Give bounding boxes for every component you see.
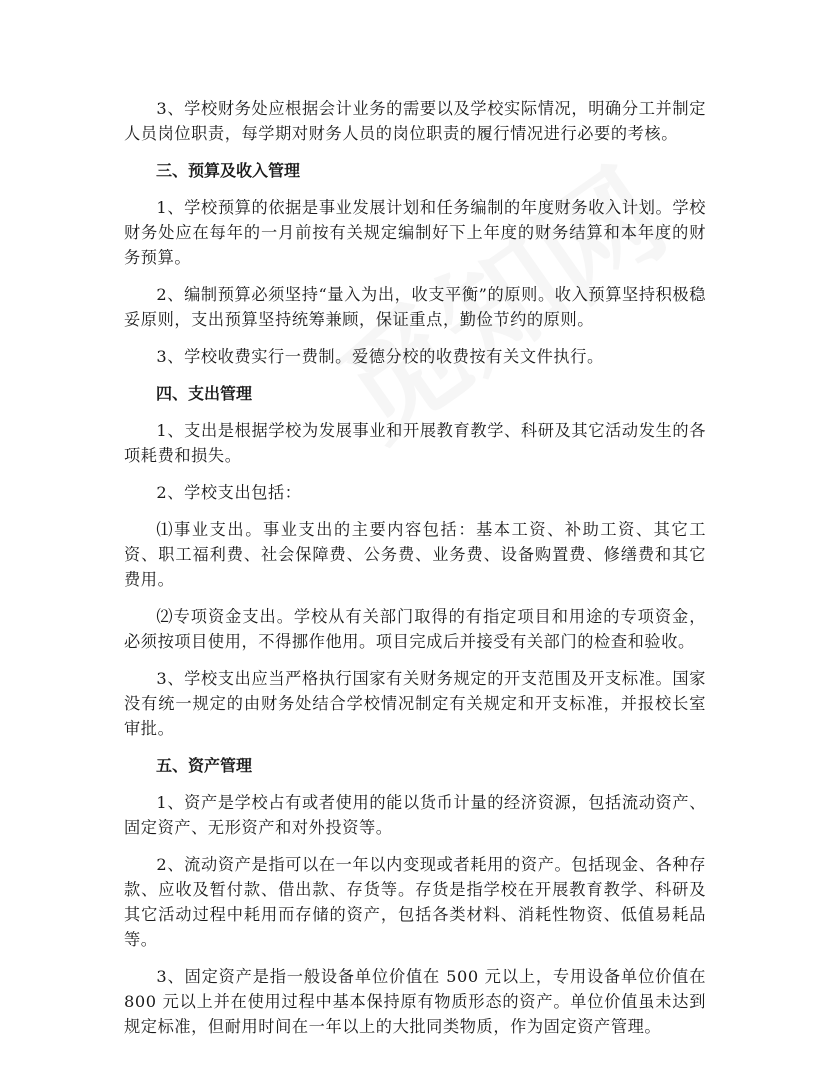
section-heading: 三、预算及收入管理 <box>156 161 301 180</box>
paragraph: ⑴事业支出。事业支出的主要内容包括：基本工资、补助工资、其它工资、职工福利费、社会保障费、公务费、业务费、设备购置费、修缮费和其它费用。 <box>124 520 706 589</box>
paragraph: 1、学校预算的依据是事业发展计划和任务编制的年度财务收入计划。学校财务处应在每年的一月前按有关规定编制好下上年度的财务结算和本年度的财务预算。 <box>124 198 706 267</box>
paragraph: 3、固定资产是指一般设备单位价值在 500 元以上，专用设备单位价值在 800 元以上并在使用过程中基本保持原有物质形态的资产。单位价值虽未达到规定标准，但耐用时间在一年以上的大批同类物质，作为固定资产管理。 <box>124 967 706 1036</box>
section-heading: 五、资产管理 <box>156 756 253 775</box>
paragraph: 3、学校财务处应根据会计业务的需要以及学校实际情况，明确分工并制定人员岗位职责，每学期对财务人员的岗位职责的履行情况进行必要的考核。 <box>124 99 706 143</box>
document-body <box>124 96 706 1051</box>
paragraph: 2、流动资产是指可以在一年以内变现或者耗用的资产。包括现金、各种存款、应收及暂付款、借出款、存货等。存货是指学校在开展教育教学、科研及其它活动过程中耗用而存储的资产，包括各类材料、消耗性物资、低值易耗品等。 <box>124 855 706 949</box>
paragraph: 1、资产是学校占有或者使用的能以货币计量的经济资源，包括流动资产、固定资产、无形资产和对外投资等。 <box>124 793 706 837</box>
paragraph: ⑵专项资金支出。学校从有关部门取得的有指定项目和用途的专项资金，必须按项目使用，不得挪作他用。项目完成后并接受有关部门的检查和验收。 <box>124 607 706 651</box>
paragraph: 3、学校收费实行一费制。爱德分校的收费按有关文件执行。 <box>156 347 604 366</box>
paragraph: 2、编制预算必须坚持“量入为出，收支平衡”的原则。收入预算坚持积极稳妥原则，支出预算坚持统筹兼顾，保证重点，勤俭节约的原则。 <box>124 285 706 329</box>
section-heading: 四、支出管理 <box>156 384 253 403</box>
paragraph: 2、学校支出包括： <box>156 483 302 502</box>
paragraph: 3、学校支出应当严格执行国家有关财务规定的开支范围及开支标准。国家没有统一规定的由财务处结合学校情况制定有关规定和开支标准，并报校长室审批。 <box>124 669 706 738</box>
paragraph: 1、支出是根据学校为发展事业和开展教育教学、科研及其它活动发生的各项耗费和损失。 <box>124 421 706 465</box>
